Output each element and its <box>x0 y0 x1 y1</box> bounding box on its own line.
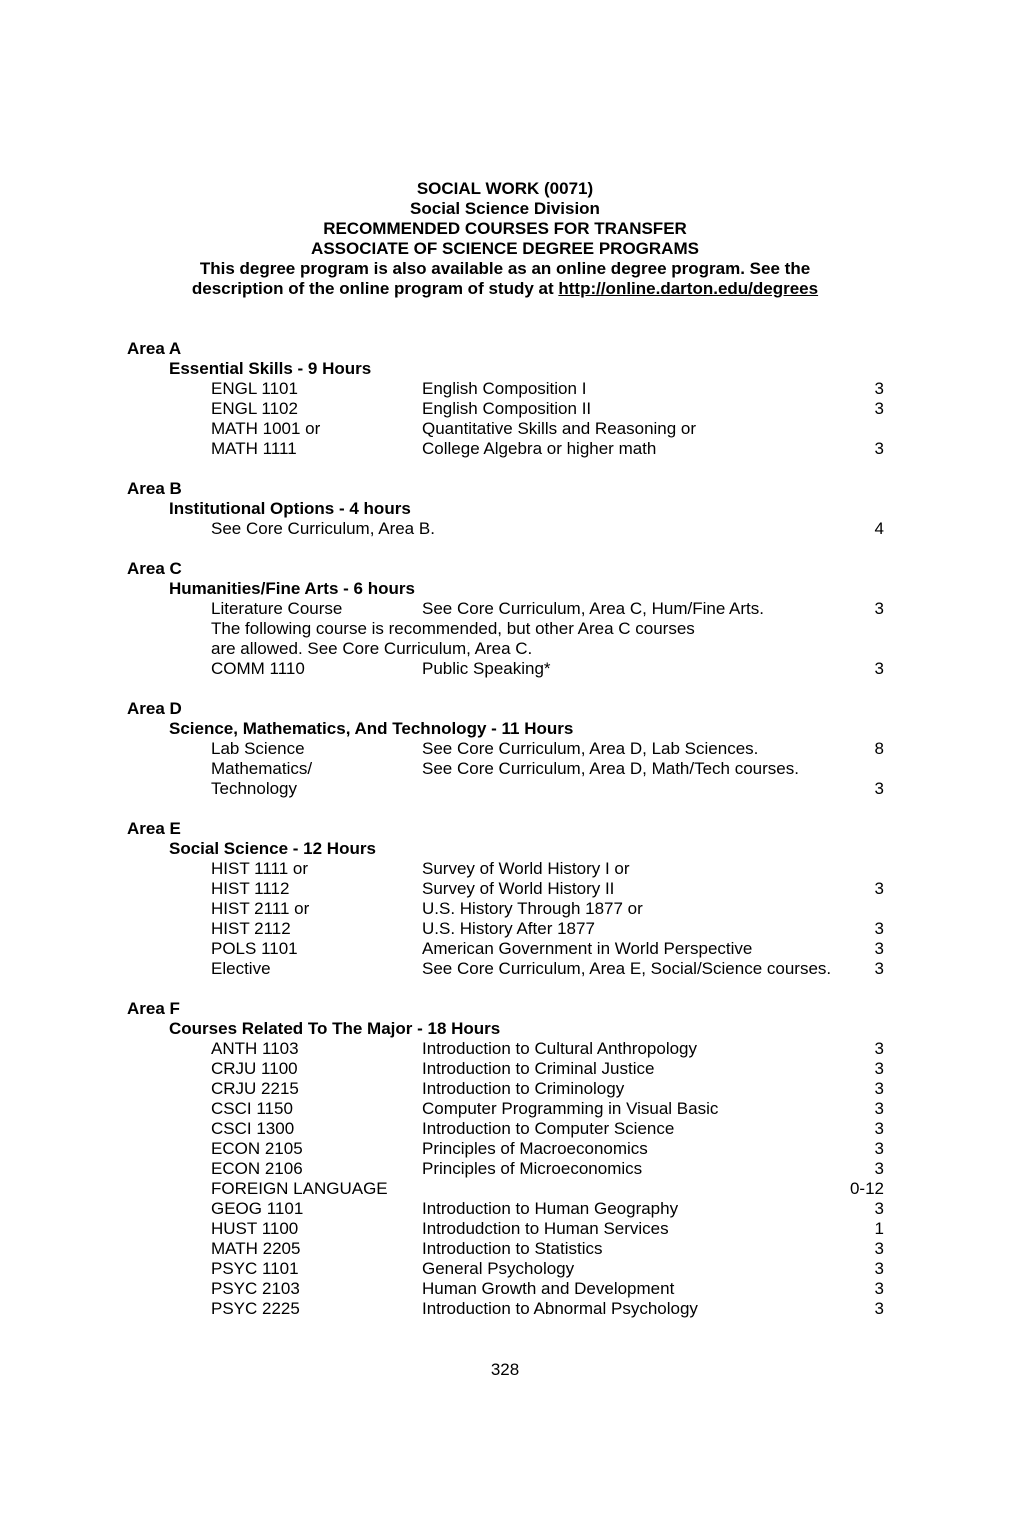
area-subtitle-row <box>0 1019 1010 1039</box>
section-gap <box>0 679 1010 699</box>
course-title: U.S. History After 1877 <box>422 919 595 938</box>
credit-hours: 3 <box>874 1059 884 1078</box>
course-title: Introduction to Human Geography <box>422 1199 679 1218</box>
area-subtitle: Essential Skills - 9 Hours <box>169 359 372 378</box>
course-code: HIST 1112 <box>211 879 290 898</box>
course-row <box>0 759 1010 779</box>
credit-hours: 0-12 <box>849 1179 884 1198</box>
course-title: Introdudction to Human Services <box>422 1219 669 1238</box>
course-title: College Algebra or higher math <box>422 439 657 458</box>
course-row <box>0 1299 1010 1319</box>
course-row <box>0 599 1010 619</box>
course-code: Literature Course <box>211 599 343 618</box>
area-title-row <box>0 999 1010 1019</box>
document-header <box>0 179 1010 299</box>
area-title-row <box>0 479 1010 499</box>
course-title: Introduction to Computer Science <box>422 1119 675 1138</box>
course-areas <box>0 339 1010 1319</box>
course-row <box>0 859 1010 879</box>
credit-hours: 3 <box>874 439 884 458</box>
course-row <box>0 1239 1010 1259</box>
course-title: Introduction to Criminal Justice <box>422 1059 655 1078</box>
credit-hours: 3 <box>874 1159 884 1178</box>
area-section <box>0 999 1010 1319</box>
course-title: U.S. History Through 1877 or <box>422 899 643 918</box>
area-title-row <box>0 559 1010 579</box>
course-title: General Psychology <box>422 1259 575 1278</box>
course-row <box>0 1059 1010 1079</box>
course-code: MATH 1001 or <box>211 419 321 438</box>
course-row <box>0 439 1010 459</box>
course-title: Public Speaking* <box>422 659 551 678</box>
credit-hours: 3 <box>874 1079 884 1098</box>
course-row <box>0 879 1010 899</box>
credit-hours: 3 <box>874 1239 884 1258</box>
course-code: Lab Science <box>211 739 305 758</box>
course-title: See Core Curriculum, Area D, Math/Tech courses. <box>422 759 799 778</box>
course-code: CSCI 1300 <box>211 1119 295 1138</box>
area-subtitle: Science, Mathematics, And Technology - 11 Hours <box>169 719 574 738</box>
header-subtitle: RECOMMENDED COURSES FOR TRANSFER <box>323 219 687 238</box>
course-row <box>0 1139 1010 1159</box>
course-title: English Composition I <box>422 379 587 398</box>
course-title: Quantitative Skills and Reasoning or <box>422 419 697 438</box>
credit-hours: 3 <box>874 1299 884 1318</box>
credit-hours: 3 <box>874 1259 884 1278</box>
online-note <box>0 279 1010 299</box>
credit-hours: 1 <box>874 1219 884 1238</box>
course-row <box>0 919 1010 939</box>
course-code: GEOG 1101 <box>211 1199 304 1218</box>
course-title: Computer Programming in Visual Basic <box>422 1099 719 1118</box>
course-title: Human Growth and Development <box>422 1279 675 1298</box>
course-row <box>0 519 1010 539</box>
credit-hours: 3 <box>874 879 884 898</box>
course-code: POLS 1101 <box>211 939 298 958</box>
area-title-row <box>0 339 1010 359</box>
course-title: See Core Curriculum, Area D, Lab Sciences. <box>422 739 759 758</box>
credit-hours: 3 <box>874 1199 884 1218</box>
credit-hours: 3 <box>874 959 884 978</box>
course-code: Mathematics/ <box>211 759 313 778</box>
course-title: English Composition II <box>422 399 592 418</box>
program-title: SOCIAL WORK (0071) <box>416 179 594 198</box>
area-subtitle: Institutional Options - 4 hours <box>169 499 411 518</box>
degrees-link[interactable]: http://online.darton.edu/degrees <box>558 279 819 298</box>
area-title: Area E <box>127 819 181 838</box>
course-code: ENGL 1101 <box>211 379 298 398</box>
course-title: Principles of Macroeconomics <box>422 1139 648 1158</box>
online-note-prefix: description of the online program of study at <box>191 279 559 298</box>
section-gap <box>0 799 1010 819</box>
course-code: PSYC 2225 <box>211 1299 300 1318</box>
area-title-row <box>0 819 1010 839</box>
area-section <box>0 339 1010 459</box>
course-row <box>0 939 1010 959</box>
course-code: See Core Curriculum, Area B. <box>211 519 435 538</box>
area-subtitle-row <box>0 839 1010 859</box>
course-row <box>0 379 1010 399</box>
area-section <box>0 699 1010 799</box>
course-row <box>0 639 1010 659</box>
area-subtitle: Social Science - 12 Hours <box>169 839 376 858</box>
area-title-row <box>0 699 1010 719</box>
course-row <box>0 1279 1010 1299</box>
course-code: CRJU 2215 <box>211 1079 299 1098</box>
credit-hours: 3 <box>874 599 884 618</box>
credit-hours: 4 <box>874 519 884 538</box>
credit-hours: 3 <box>874 659 884 678</box>
course-title: Survey of World History II <box>422 879 615 898</box>
credit-hours: 3 <box>874 1099 884 1118</box>
credit-hours: 3 <box>874 1039 884 1058</box>
course-code: HIST 1111 or <box>211 859 309 878</box>
course-row <box>0 1199 1010 1219</box>
course-title: See Core Curriculum, Area C, Hum/Fine Arts. <box>422 599 765 618</box>
course-row <box>0 1119 1010 1139</box>
section-gap <box>0 979 1010 999</box>
course-code: ECON 2105 <box>211 1139 303 1158</box>
course-row <box>0 779 1010 799</box>
course-code: The following course is recommended, but other Area C courses <box>211 619 695 638</box>
course-code: HIST 2112 <box>211 919 291 938</box>
credit-hours: 3 <box>874 1139 884 1158</box>
course-row <box>0 1099 1010 1119</box>
area-title: Area C <box>127 559 182 578</box>
area-title: Area D <box>127 699 182 718</box>
course-row <box>0 659 1010 679</box>
course-title: See Core Curriculum, Area E, Social/Science courses. <box>422 959 832 978</box>
page-number: 328 <box>490 1360 520 1379</box>
course-code: are allowed. See Core Curriculum, Area C. <box>211 639 533 658</box>
area-subtitle: Courses Related To The Major - 18 Hours <box>169 1019 501 1038</box>
course-row <box>0 899 1010 919</box>
section-gap <box>0 539 1010 559</box>
area-title: Area F <box>127 999 180 1018</box>
credit-hours: 3 <box>874 1119 884 1138</box>
course-code: ECON 2106 <box>211 1159 303 1178</box>
course-code: COMM 1110 <box>211 659 305 678</box>
course-code: CRJU 1100 <box>211 1059 298 1078</box>
course-row <box>0 1179 1010 1199</box>
course-row <box>0 1219 1010 1239</box>
course-row <box>0 1039 1010 1059</box>
course-title: Introduction to Cultural Anthropology <box>422 1039 698 1058</box>
course-code: HIST 2111 or <box>211 899 310 918</box>
course-row <box>0 1079 1010 1099</box>
area-title: Area B <box>127 479 182 498</box>
course-title: American Government in World Perspective <box>422 939 753 958</box>
course-code: ANTH 1103 <box>211 1039 299 1058</box>
credit-hours: 3 <box>874 779 884 798</box>
course-row <box>0 619 1010 639</box>
area-section <box>0 559 1010 679</box>
course-code: Elective <box>211 959 271 978</box>
credit-hours: 3 <box>874 379 884 398</box>
credit-hours: 8 <box>874 739 884 758</box>
course-title: Introduction to Criminology <box>422 1079 625 1098</box>
course-code: FOREIGN LANGUAGE <box>211 1179 388 1198</box>
area-subtitle-row <box>0 719 1010 739</box>
course-code: HUST 1100 <box>211 1219 299 1238</box>
course-row <box>0 419 1010 439</box>
course-title: Survey of World History I or <box>422 859 630 878</box>
course-row <box>0 1159 1010 1179</box>
course-row <box>0 1259 1010 1279</box>
area-subtitle-row <box>0 499 1010 519</box>
course-code: ENGL 1102 <box>211 399 298 418</box>
course-code: Technology <box>211 779 298 798</box>
course-row <box>0 959 1010 979</box>
area-subtitle: Humanities/Fine Arts - 6 hours <box>169 579 415 598</box>
course-code: MATH 1111 <box>211 439 297 458</box>
course-code: PSYC 2103 <box>211 1279 300 1298</box>
course-title: Introduction to Abnormal Psychology <box>422 1299 698 1318</box>
area-title: Area A <box>127 339 182 358</box>
course-row <box>0 739 1010 759</box>
area-subtitle-row <box>0 579 1010 599</box>
online-note: This degree program is also available as an online degree program. See the <box>199 259 811 278</box>
course-code: PSYC 1101 <box>211 1259 299 1278</box>
header-subtitle: ASSOCIATE OF SCIENCE DEGREE PROGRAMS <box>311 239 699 258</box>
credit-hours: 3 <box>874 399 884 418</box>
area-section <box>0 479 1010 539</box>
division-name: Social Science Division <box>410 199 600 218</box>
credit-hours: 3 <box>874 939 884 958</box>
course-title: Principles of Microeconomics <box>422 1159 643 1178</box>
course-code: MATH 2205 <box>211 1239 301 1258</box>
credit-hours: 3 <box>874 919 884 938</box>
course-title: Introduction to Statistics <box>422 1239 603 1258</box>
credit-hours: 3 <box>874 1279 884 1298</box>
course-code: CSCI 1150 <box>211 1099 293 1118</box>
course-row <box>0 399 1010 419</box>
area-subtitle-row <box>0 359 1010 379</box>
section-gap <box>0 459 1010 479</box>
area-section <box>0 819 1010 979</box>
